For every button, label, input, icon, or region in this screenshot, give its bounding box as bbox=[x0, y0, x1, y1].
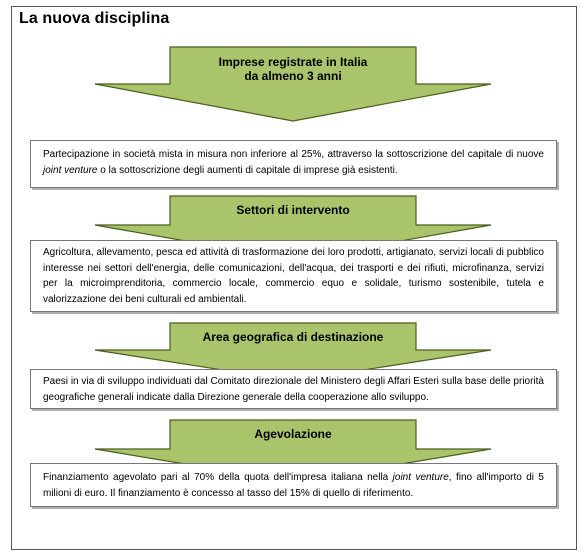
box-text: Paesi in via di sviluppo individuati dal Comitato direzionale del Ministero degli Affari Esteri sulla base delle priorità geografiche generali indicate dalla Direzione generale della cooperazione allo sviluppo. bbox=[43, 376, 544, 403]
box-text-italic: joint venture bbox=[392, 472, 449, 483]
heading-line-1: Imprese registrate in Italia bbox=[218, 55, 368, 69]
heading-line-1: Settori di intervento bbox=[236, 203, 350, 217]
box-settori bbox=[30, 240, 557, 312]
heading-line-1: Area geografica di destinazione bbox=[202, 330, 384, 344]
box-text: Finanziamento agevolato pari al 70% della quota dell'impresa italiana nella bbox=[43, 472, 393, 483]
box-agevolazione bbox=[30, 463, 557, 507]
box-area-geografica bbox=[30, 369, 557, 409]
box-text: Agricoltura, allevamento, pesca ed attività di trasformazione dei loro prodotti, artigianato, servizi locali di pubblico interesse nei settori dell'energia, delle comunicazioni, dell'acqua, dei trasporti e dei rifiuti, microfinanza, servizi per la microimprenditoria, commercio locale, commercio equo e solidale, turismo sostenibile, tutela e valorizzazione dei beni culturali ed ambientali. bbox=[43, 247, 544, 305]
box-text: Partecipazione in società mista in misura non inferiore al 25%, attraverso la sottoscrizione del capitale di nuove bbox=[43, 149, 544, 160]
box-text-italic: joint venture bbox=[43, 164, 98, 176]
heading-line-1: Agevolazione bbox=[254, 427, 332, 441]
heading-line-2: da almeno 3 anni bbox=[244, 69, 342, 83]
box-text: o la sottoscrizione degli aumenti di capitale di imprese già esistenti. bbox=[97, 164, 398, 176]
arrow-imprese-registrate bbox=[93, 46, 493, 122]
page-title: La nuova disciplina bbox=[19, 10, 170, 27]
box-partecipazione bbox=[30, 140, 557, 188]
box-text: , fino all'importo di 5 milioni di euro. Il finanziamento è concesso al tasso del 15% di quello di riferimento. bbox=[43, 472, 544, 499]
